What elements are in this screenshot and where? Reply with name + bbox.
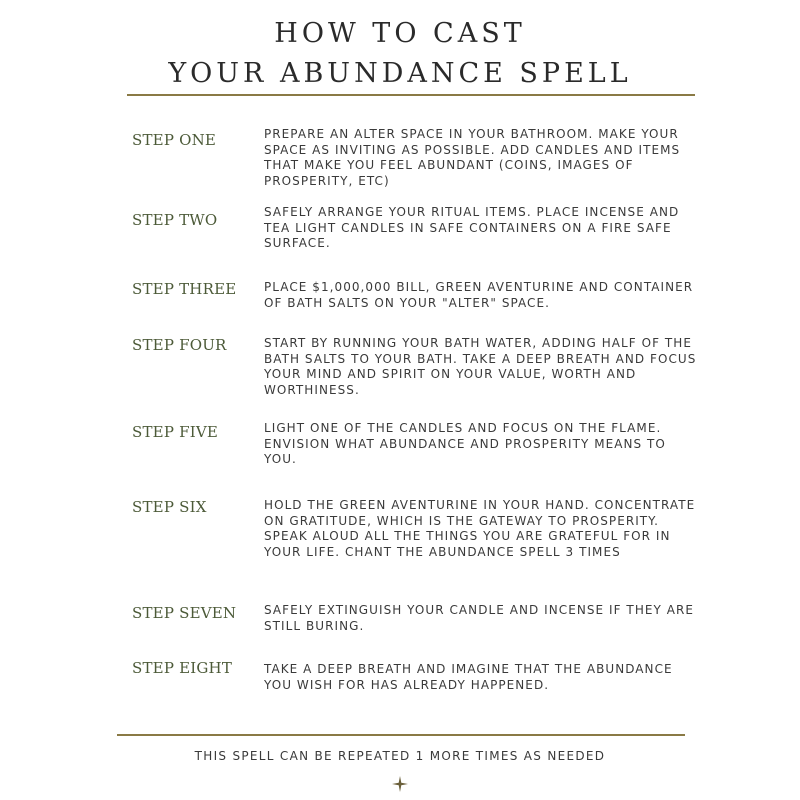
step-six-label: STEP SIX [132,498,207,516]
step-four-text: START BY RUNNING YOUR BATH WATER, ADDING HALF OF THE BATH SALTS TO YOUR BATH. TAKE A DEEP BREATH AND FOCUS YOUR MIND AND SPIRIT ON YOUR VALUE, WORTH AND WORTHINESS. [264,336,697,397]
bottom-divider [117,734,685,736]
step-five-text: LIGHT ONE OF THE CANDLES AND FOCUS ON THE FLAME. ENVISION WHAT ABUNDANCE AND PROSPERITY MEANS TO YOU. [264,421,666,467]
page-title [0,14,800,94]
step-three-label: STEP THREE [132,280,237,298]
step-eight-text: TAKE A DEEP BREATH AND IMAGINE THAT THE ABUNDANCE YOU WISH FOR HAS ALREADY HAPPENED. [264,662,673,692]
step-two-text: SAFELY ARRANGE YOUR RITUAL ITEMS. PLACE INCENSE AND TEA LIGHT CANDLES IN SAFE CONTAINERS ON A FIRE SAFE SURFACE. [264,205,680,251]
sparkle-icon [392,776,408,792]
step-five-label: STEP FIVE [132,423,219,441]
step-one-label: STEP ONE [132,131,217,149]
step-four-label: STEP FOUR [132,336,227,354]
step-one-text: PREPARE AN ALTER SPACE IN YOUR BATHROOM. MAKE YOUR SPACE AS INVITING AS POSSIBLE. ADD CANDLES AND ITEMS THAT MAKE YOU FEEL ABUNDANT (COINS, IMAGES OF PROSPERITY, ETC) [264,127,681,188]
step-two-label: STEP TWO [132,211,218,229]
footer-note: THIS SPELL CAN BE REPEATED 1 MORE TIMES AS NEEDED [194,749,606,763]
top-divider [127,94,695,96]
step-seven-label: STEP SEVEN [132,604,237,622]
page-title-line-2: YOUR ABUNDANCE SPELL [168,58,632,89]
step-seven-text: SAFELY EXTINGUISH YOUR CANDLE AND INCENSE IF THEY ARE STILL BURING. [264,603,695,633]
step-eight-label: STEP EIGHT [132,659,233,677]
step-three-text: PLACE $1,000,000 BILL, GREEN AVENTURINE AND CONTAINER OF BATH SALTS ON YOUR "ALTER" SPACE. [264,280,694,310]
page-title-line-1: HOW TO CAST [274,18,526,49]
step-six-text: HOLD THE GREEN AVENTURINE IN YOUR HAND. CONCENTRATE ON GRATITUDE, WHICH IS THE GATEWAY TO PROSPERITY. SPEAK ALOUD ALL THE THINGS YOU ARE GRATEFUL FOR IN YOUR LIFE. CHANT THE ABUNDANCE SPELL 3 TIMES [264,498,696,559]
